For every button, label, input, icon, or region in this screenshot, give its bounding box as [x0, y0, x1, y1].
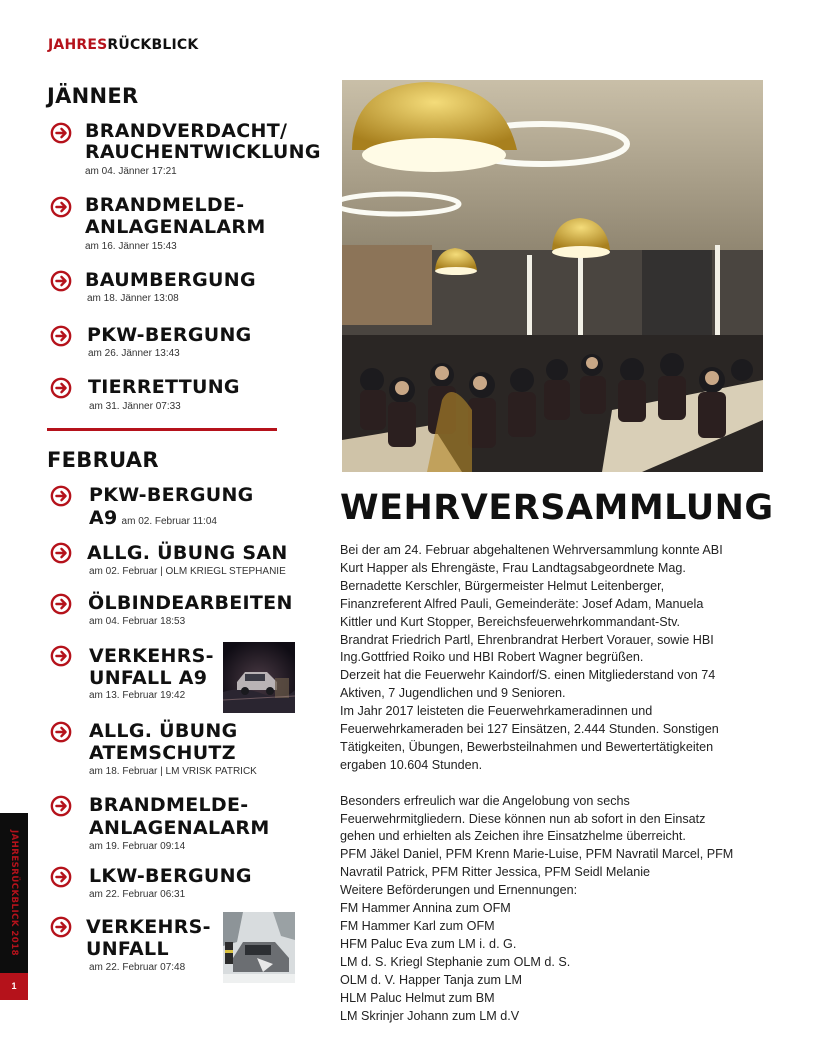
article-line: Bernadette Kerschler, Bürgermeister Helmut Leitenberger,: [340, 578, 665, 593]
incident-date: am 04. Februar 18:53: [89, 616, 186, 627]
incident-title: PKW-BERGUNG: [87, 324, 252, 346]
incident-date: am 02. Februar 11:04: [121, 516, 217, 527]
article-line: Feuerwehrkameraden bei 127 Einsätzen, 2.444 Stunden. Sonstigen: [340, 722, 719, 737]
arrow-circle-icon: [50, 196, 72, 218]
arrow-circle-icon: [50, 721, 72, 743]
article-line: [340, 775, 770, 793]
arrow-circle-icon: [50, 542, 72, 564]
incident-title: VERKEHRS-: [86, 916, 211, 938]
incident-title: LKW-BERGUNG: [89, 865, 252, 887]
arrow-circle-icon: [50, 795, 72, 817]
incident-title: BAUMBERGUNG: [85, 269, 256, 291]
incident-title: PKW-BERGUNG: [89, 484, 254, 506]
article-line: HLM Paluc Helmut zum BM: [340, 990, 495, 1005]
article-line: Ing.Gottfried Roiko und HBI Robert Wagner begrüßen.: [340, 650, 644, 665]
incident-date: am 18. Februar | LM VRISK PATRICK: [89, 766, 257, 777]
assembly-hall-image: [342, 80, 763, 472]
section-divider: [47, 428, 277, 431]
article-title: WEHRVERSAMMLUNG: [340, 488, 774, 528]
incident-title: ALLG. ÜBUNG SAN: [87, 542, 288, 564]
article-line: Im Jahr 2017 leisteten die Feuerwehrkameradinnen und: [340, 704, 653, 719]
article-line: ergaben 10.604 Stunden.: [340, 757, 483, 772]
side-tab-label: JAHRESRÜCKBLICK 2018: [9, 829, 19, 957]
arrow-circle-icon: [50, 270, 72, 292]
incident-date: am 31. Jänner 07:33: [89, 401, 181, 412]
accident-night-photo[interactable]: [223, 642, 295, 713]
article-line: FM Hammer Karl zum OFM: [340, 919, 495, 934]
incident-date: am 16. Jänner 15:43: [85, 241, 177, 252]
article-line: FM Hammer Annina zum OFM: [340, 901, 511, 916]
article-line: Derzeit hat die Feuerwehr Kaindorf/S. einen Mitgliederstand von 74: [340, 668, 716, 683]
arrow-circle-icon: [50, 916, 72, 938]
header-part-red: JAHRES: [48, 37, 108, 53]
article-line: Besonders erfreulich war die Angelobung von sechs: [340, 793, 630, 808]
article-line: Aktiven, 7 Jugendlichen und 9 Senioren.: [340, 686, 566, 701]
article-line: Feuerwehrmitgliedern. Diese können nun ab sofort in den Einsatz: [340, 811, 706, 826]
month-heading-february: FEBRUAR: [47, 448, 159, 472]
month-heading-january: JÄNNER: [47, 84, 139, 108]
article-line: Kurt Happer als Ehrengäste, Frau Landtagsabgeordnete Mag.: [340, 560, 686, 575]
night-accident-image: [223, 642, 295, 713]
arrow-circle-icon: [50, 645, 72, 667]
article-body: [340, 542, 770, 1025]
article-line: Kittler und Kurt Stopper, Bereichsfeuerwehrkommandant-Stv.: [340, 614, 680, 629]
incident-date: am 02. Februar | OLM KRIEGL STEPHANIE: [89, 566, 286, 577]
page-number: 1: [0, 973, 28, 1000]
article-line: gehen und erhielten als Zeichen ihre Einsatzhelme überreicht.: [340, 829, 686, 844]
article-line: OLM d. V. Happer Tanja zum LM: [340, 972, 522, 987]
arrow-circle-icon: [50, 325, 72, 347]
incident-title: A9: [89, 507, 118, 529]
header-part-black: RÜCKBLICK: [107, 37, 199, 53]
article-line: HFM Paluc Eva zum LM i. d. G.: [340, 936, 517, 951]
incident-date: am 22. Februar 06:31: [89, 889, 186, 900]
article-line: Bei der am 24. Februar abgehaltenen Wehrversammlung konnte ABI: [340, 543, 723, 557]
article-line: Tätigkeiten, Übungen, Bewerbsteilnahmen und Bewertertätigkeiten: [340, 739, 714, 754]
arrow-circle-icon: [50, 593, 72, 615]
article-line: PFM Jäkel Daniel, PFM Krenn Marie-Luise, PFM Navratil Marcel, PFM: [340, 847, 734, 862]
incident-title-line2: [89, 507, 217, 533]
assembly-photo[interactable]: [342, 80, 763, 472]
article-line: Weitere Beförderungen und Ernennungen:: [340, 883, 578, 898]
incident-title: ÖLBINDEARBEITEN: [88, 592, 293, 614]
incident-title: VERKEHRS-: [89, 645, 214, 667]
incident-title: TIERRETTUNG: [88, 376, 240, 398]
incident-title: BRANDMELDE-: [85, 194, 245, 216]
arrow-circle-icon: [50, 122, 72, 144]
article-line: Navratil Patrick, PFM Ritter Jessica, PFM Seidl Melanie: [340, 865, 651, 880]
arrow-circle-icon: [50, 485, 72, 507]
incident-date: am 18. Jänner 13:08: [87, 293, 179, 304]
incident-title: RAUCHENTWICKLUNG: [85, 141, 321, 163]
incident-date: am 22. Februar 07:48: [89, 962, 186, 973]
article-line: Brandrat Friedrich Partl, Ehrenbrandrat Herbert Vorauer, sowie HBI: [340, 632, 714, 647]
snow-accident-image: [223, 912, 295, 983]
arrow-circle-icon: [50, 377, 72, 399]
article-line: Finanzreferent Alfred Pauli, Gemeinderäte: Josef Adam, Manuela: [340, 596, 704, 611]
accident-snow-photo[interactable]: [223, 912, 295, 983]
incident-date: am 19. Februar 09:14: [89, 841, 186, 852]
incident-title: ALLG. ÜBUNG: [89, 720, 238, 742]
section-header: [48, 37, 198, 53]
incident-title: BRANDVERDACHT/: [85, 120, 288, 142]
incident-title: ANLAGENALARM: [85, 216, 266, 238]
article-line: LM d. S. Kriegl Stephanie zum OLM d. S.: [340, 954, 571, 969]
side-tab: [0, 813, 28, 973]
incident-title: UNFALL: [86, 938, 169, 960]
incident-title: BRANDMELDE-: [89, 794, 249, 816]
incident-title: ATEMSCHUTZ: [89, 742, 236, 764]
incident-date: am 26. Jänner 13:43: [88, 348, 180, 359]
incident-title: UNFALL A9: [89, 667, 208, 689]
arrow-circle-icon: [50, 866, 72, 888]
incident-date: am 04. Jänner 17:21: [85, 166, 177, 177]
incident-title: ANLAGENALARM: [89, 817, 270, 839]
article-line: LM Skrinjer Johann zum LM d.V: [340, 1008, 520, 1023]
incident-date: am 13. Februar 19:42: [89, 690, 186, 701]
